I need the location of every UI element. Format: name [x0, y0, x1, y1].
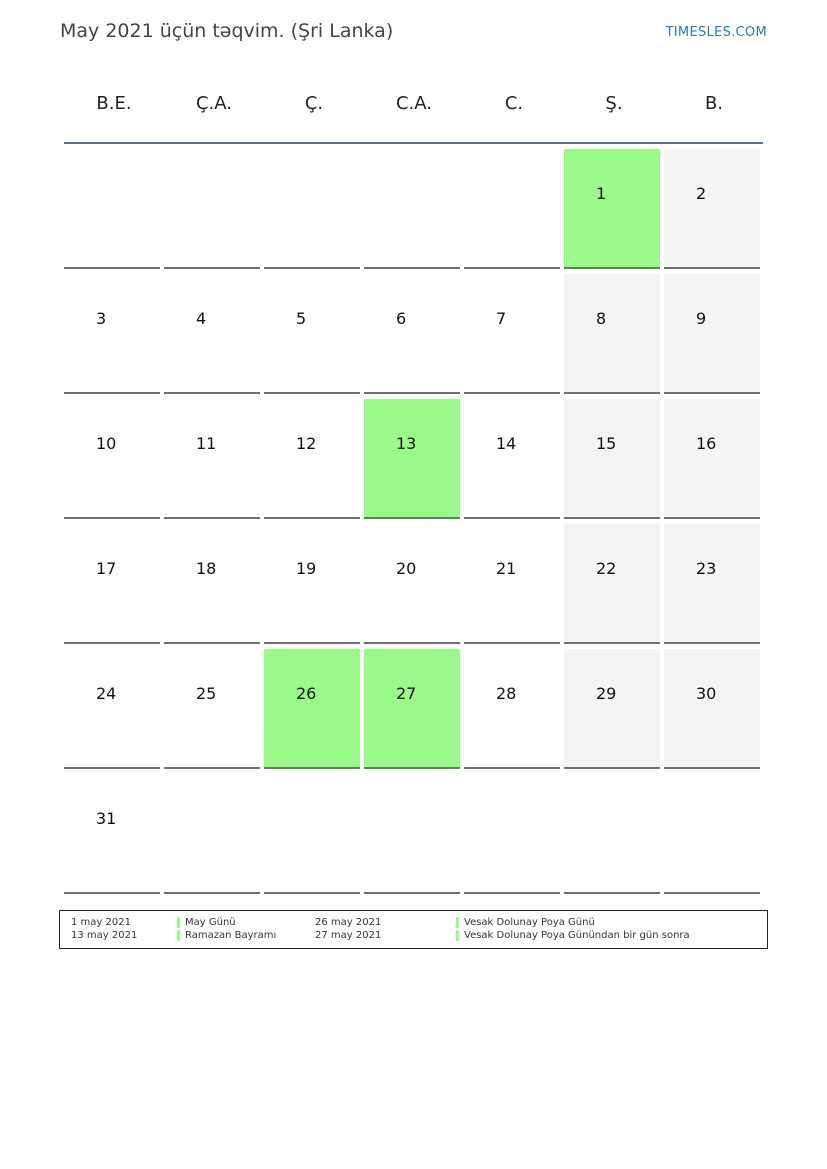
day-number: 29	[596, 684, 617, 703]
holiday-marker-icon	[456, 917, 459, 928]
day-number: 4	[196, 309, 207, 328]
day-number: 10	[96, 434, 117, 453]
day-number: 21	[496, 559, 517, 578]
weekday-label: C.A.	[395, 93, 432, 114]
day-number: 25	[196, 684, 217, 703]
day-number: 3	[96, 309, 107, 328]
weekday-label: Ç.	[304, 93, 324, 114]
day-number: 1	[596, 184, 607, 203]
day-number: 2	[696, 184, 707, 203]
day-cell[interactable]	[164, 399, 260, 519]
holiday-marker-icon	[177, 930, 180, 941]
weekday-label: C.	[504, 93, 524, 114]
day-cell[interactable]	[164, 649, 260, 769]
empty-day-cell	[364, 774, 460, 894]
legend-holiday-name: May Günü	[185, 917, 236, 928]
day-cell[interactable]	[664, 649, 760, 769]
empty-day-cell	[664, 774, 760, 894]
empty-day-cell	[464, 149, 560, 269]
weekday-header-row	[64, 80, 764, 130]
legend-date: 13 may 2021	[71, 930, 138, 941]
week-row	[64, 149, 764, 274]
day-number: 17	[96, 559, 117, 578]
day-cell[interactable]	[664, 524, 760, 644]
day-number: 7	[496, 309, 507, 328]
day-cell[interactable]	[564, 524, 660, 644]
day-cell[interactable]	[64, 774, 160, 894]
header-divider	[64, 142, 763, 144]
legend-holiday-name: Vesak Dolunay Poya Günündan bir gün sonra	[464, 930, 690, 941]
day-number: 16	[696, 434, 717, 453]
day-cell[interactable]	[264, 274, 360, 394]
day-cell[interactable]	[564, 649, 660, 769]
day-number: 23	[696, 559, 717, 578]
day-cell[interactable]	[664, 274, 760, 394]
day-cell[interactable]	[464, 649, 560, 769]
legend-date: 27 may 2021	[315, 930, 382, 941]
day-number: 20	[396, 559, 417, 578]
day-number: 15	[596, 434, 617, 453]
day-cell[interactable]	[364, 274, 460, 394]
week-row	[64, 399, 764, 524]
day-number: 27	[396, 684, 417, 703]
day-number: 22	[596, 559, 617, 578]
holiday-day-cell[interactable]	[364, 399, 460, 519]
legend-holiday-name: Ramazan Bayramı	[185, 930, 277, 941]
day-cell[interactable]	[464, 524, 560, 644]
day-number: 8	[596, 309, 607, 328]
day-cell[interactable]	[664, 399, 760, 519]
day-number: 9	[696, 309, 707, 328]
day-cell[interactable]	[64, 524, 160, 644]
day-number: 19	[296, 559, 317, 578]
empty-day-cell	[264, 149, 360, 269]
holiday-day-cell[interactable]	[564, 149, 660, 269]
calendar-grid	[64, 149, 764, 899]
day-cell[interactable]	[564, 399, 660, 519]
day-cell[interactable]	[664, 149, 760, 269]
weekday-label: Ş.	[605, 93, 623, 114]
day-cell[interactable]	[264, 524, 360, 644]
day-cell[interactable]	[264, 399, 360, 519]
day-number: 11	[196, 434, 217, 453]
empty-day-cell	[564, 774, 660, 894]
empty-day-cell	[264, 774, 360, 894]
day-cell[interactable]	[564, 274, 660, 394]
day-cell[interactable]	[64, 274, 160, 394]
empty-day-cell	[464, 774, 560, 894]
brand-logo-text[interactable]: TIMESLES.COM	[665, 25, 767, 40]
day-number: 31	[96, 809, 117, 828]
week-row	[64, 274, 764, 399]
day-number: 30	[696, 684, 717, 703]
empty-day-cell	[164, 774, 260, 894]
legend-holiday-name: Vesak Dolunay Poya Günü	[464, 917, 595, 928]
week-row	[64, 649, 764, 774]
day-cell[interactable]	[64, 399, 160, 519]
day-number: 6	[396, 309, 407, 328]
weekday-label: B.	[704, 93, 724, 114]
holiday-day-cell[interactable]	[264, 649, 360, 769]
day-cell[interactable]	[164, 274, 260, 394]
day-cell[interactable]	[464, 274, 560, 394]
empty-day-cell	[64, 149, 160, 269]
week-row	[64, 524, 764, 649]
day-cell[interactable]	[464, 399, 560, 519]
day-number: 12	[296, 434, 317, 453]
legend-date: 1 may 2021	[71, 917, 131, 928]
weekday-label: B.E.	[96, 93, 132, 114]
day-cell[interactable]	[64, 649, 160, 769]
day-number: 5	[296, 309, 307, 328]
weekday-label: Ç.A.	[195, 93, 232, 114]
day-number: 24	[96, 684, 117, 703]
week-row	[64, 774, 764, 899]
page-title: May 2021 üçün təqvim. (Şri Lanka)	[60, 20, 394, 42]
day-cell[interactable]	[164, 524, 260, 644]
empty-day-cell	[364, 149, 460, 269]
holiday-legend	[59, 910, 768, 949]
day-number: 28	[496, 684, 517, 703]
legend-date: 26 may 2021	[315, 917, 382, 928]
day-number: 13	[396, 434, 417, 453]
day-number: 26	[296, 684, 317, 703]
empty-day-cell	[164, 149, 260, 269]
day-number: 14	[496, 434, 517, 453]
holiday-marker-icon	[177, 917, 180, 928]
holiday-day-cell[interactable]	[364, 649, 460, 769]
day-cell[interactable]	[364, 524, 460, 644]
holiday-marker-icon	[456, 930, 459, 941]
day-number: 18	[196, 559, 217, 578]
